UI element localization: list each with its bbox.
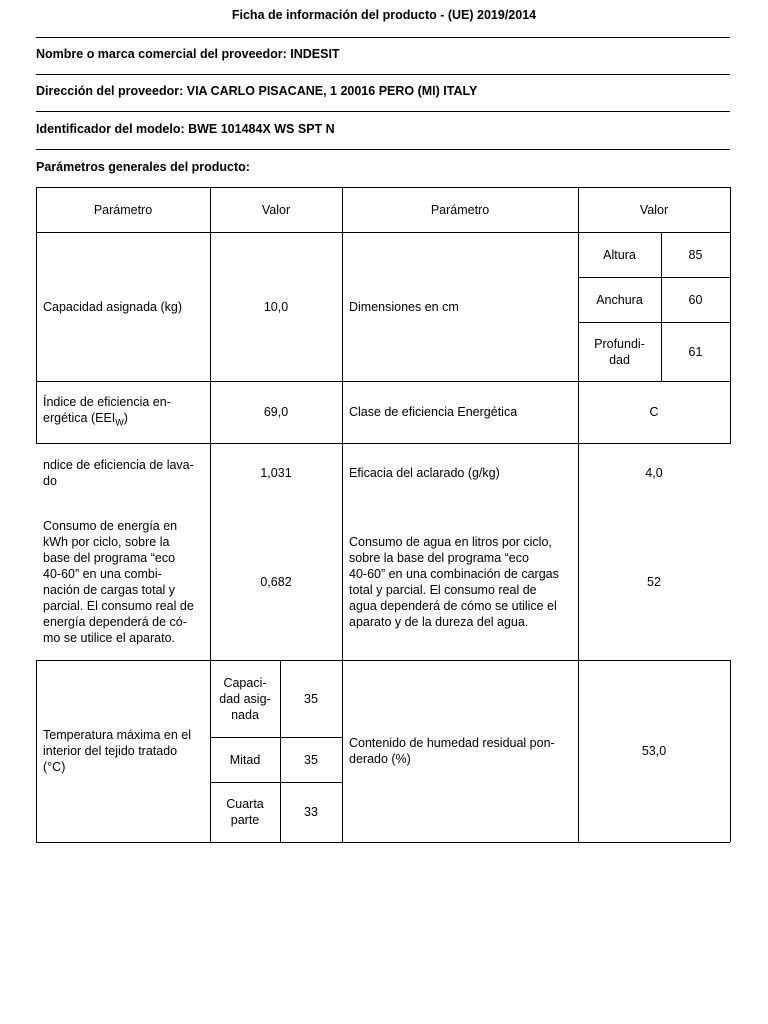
dimensions-label: Dimensiones en cm (349, 299, 459, 314)
model-identifier: Identificador del modelo: BWE 101484X WS SPT N (36, 122, 335, 136)
energy-class-label: Clase de eficiencia Energética (349, 405, 518, 419)
washing-index-value: 1,031 (260, 466, 292, 480)
energy-class-value: C (649, 405, 659, 419)
header-parameter: Parámetro (430, 202, 490, 217)
divider (36, 111, 730, 112)
washing-index-label: ndice de eficiencia de lava- do (43, 458, 194, 488)
capacity-value: 10,0 (263, 299, 289, 314)
divider (36, 149, 730, 150)
residual-moisture-label: Contenido de humedad residual pon- derado (%) (349, 736, 555, 766)
rinsing-label: Eficacia del aclarado (g/kg) (349, 466, 500, 480)
rinsing-value: 4,0 (645, 466, 663, 480)
residual-moisture-value: 53,0 (641, 744, 667, 758)
rated-capacity-value: 35 (304, 691, 318, 706)
table-border (730, 660, 731, 842)
half-load-value: 35 (304, 752, 318, 767)
energy-consumption-value: 0,682 (260, 574, 292, 589)
width-value: 60 (688, 292, 703, 307)
capacity-label: Capacidad asignada (kg) (43, 299, 182, 314)
depth-value: 61 (688, 344, 703, 359)
general-params-heading: Parámetros generales del producto: (36, 160, 250, 174)
header-parameter: Parámetro (93, 202, 153, 217)
table-border (730, 187, 731, 444)
depth-label: Profundi- dad (594, 336, 645, 367)
energy-consumption-label: Consumo de energía en kWh por ciclo, sobre la base del programa “eco 40-60” en una combi- nación de cargas total y parcial. El consumo real de energía dependerá de có- mo se utilice el aparato. (43, 518, 194, 645)
eei-label-main: Índice de eficiencia en- ergética (EEI (43, 394, 171, 425)
water-consumption-label: Consumo de agua en litros por ciclo, sobre la base del programa “eco 40-60” en una combinación de cargas total y parcial. El consumo real de agua dependerá de cómo se utilice el aparato y de la dureza del agua. (349, 534, 559, 629)
quarter-load-label: Cuarta parte (226, 797, 264, 827)
width-label: Anchura (596, 292, 643, 307)
divider (36, 74, 730, 75)
eei-label-subscript: W (115, 417, 124, 428)
water-consumption-value: 52 (647, 574, 661, 589)
divider (36, 37, 730, 38)
document-title: Ficha de información del producto - (UE) 2019/2014 (231, 8, 537, 22)
height-label: Altura (603, 247, 636, 262)
table-border (36, 842, 730, 843)
supplier-name: Nombre o marca comercial del proveedor: INDESIT (36, 47, 340, 61)
header-value: Valor (639, 202, 669, 217)
header-value: Valor (261, 202, 291, 217)
supplier-address: Dirección del proveedor: VIA CARLO PISACANE, 1 20016 PERO (MI) ITALY (36, 84, 478, 98)
eei-label-end: ) (123, 410, 128, 425)
quarter-load-value: 33 (304, 805, 318, 819)
height-value: 85 (688, 247, 703, 262)
max-temperature-label: Temperatura máxima en el interior del tejido tratado (°C) (43, 728, 191, 774)
rated-capacity-label: Capaci- dad asig- nada (219, 675, 271, 722)
eei-label (36, 381, 210, 443)
eei-value: 69,0 (263, 405, 289, 419)
half-load-label: Mitad (229, 752, 261, 767)
